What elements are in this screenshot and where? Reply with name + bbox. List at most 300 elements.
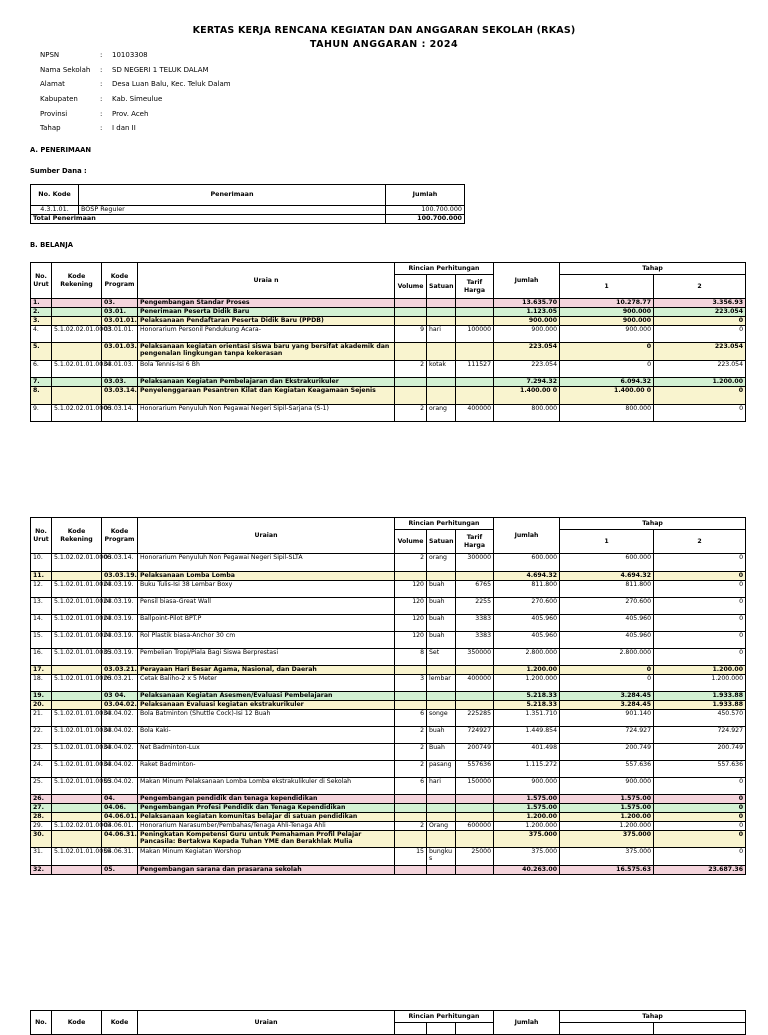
row-tahap-1: 6.094.32 [560, 378, 654, 387]
section-penerimaan: A. PENERIMAAN [30, 146, 92, 154]
row-volume [395, 378, 427, 387]
info-label: Alamat [40, 80, 65, 89]
row-satuan [427, 813, 456, 822]
table-row [31, 866, 746, 875]
row-uraian: Pensil biasa-Great Wall [138, 598, 395, 615]
row-jumlah: 2.800.000 [494, 649, 560, 666]
row-satuan: buah [427, 581, 456, 598]
row-no: 18. [31, 675, 52, 692]
sumber-dana-label: Sumber Dana : [30, 167, 87, 175]
row-tahap-1: 200.749 [560, 744, 654, 761]
row-satuan: songe [427, 710, 456, 727]
row-kode-program: 03.03. [102, 378, 138, 387]
row-satuan [427, 343, 456, 361]
row-jumlah: 405.960 [494, 615, 560, 632]
row-uraian: Pelaksanaan Pendaftaran Peserta Didik Baru (PPDB) [138, 317, 395, 326]
row-satuan: buah [427, 727, 456, 744]
header-tahap-2: 2 [654, 530, 746, 554]
row-no: 16. [31, 649, 52, 666]
header-tarif: Tarif Harga [456, 275, 494, 299]
info-row [40, 48, 231, 63]
row-uraian: Pengembangan Standar Proses [138, 299, 395, 308]
row-jumlah: 900.000 [494, 326, 560, 343]
header-tahap: Tahap [560, 518, 746, 530]
row-kode-program: 03.03.19. [102, 581, 138, 598]
row-tahap-2: 0 [654, 598, 746, 615]
row-satuan: orang [427, 554, 456, 572]
header-jumlah: Jumlah [494, 263, 560, 299]
row-satuan: buah [427, 632, 456, 649]
row-tahap-2: 0 [654, 632, 746, 649]
row-tahap-2: 0 [654, 405, 746, 422]
row-no: 5. [31, 343, 52, 361]
row-satuan: lembar [427, 675, 456, 692]
row-kode-rekening [52, 378, 102, 387]
row-tarif: 350000 [456, 649, 494, 666]
row-jumlah: 7.294.32 [494, 378, 560, 387]
header-kode-rekening: Kode Rekening [52, 263, 102, 299]
row-kode-rekening [52, 701, 102, 710]
row-tahap-1: 1.575.00 [560, 795, 654, 804]
row-tarif [456, 813, 494, 822]
row-volume: 120 [395, 581, 427, 598]
row-jumlah: 1.115.272 [494, 761, 560, 778]
row-kode-rekening: 5.1.02.01.01.0055 [52, 848, 102, 866]
row-kode-program: 03.03.21. [102, 666, 138, 675]
row-uraian: Honorarium Personil Pendukung Acara- [138, 326, 395, 343]
row-tarif: 400000 [456, 675, 494, 692]
row-volume: 2 [395, 554, 427, 572]
row-satuan [427, 831, 456, 848]
row-jumlah: 5.218.33 [494, 701, 560, 710]
row-no: 1. [31, 299, 52, 308]
row-volume: 8 [395, 649, 427, 666]
row-uraian: Honorarium Penyuluh Non Pegawai Negeri Sipil-SLTA [138, 554, 395, 572]
row-tarif [456, 572, 494, 581]
row-kode-rekening: 5.1.02.02.01.0003 [52, 326, 102, 343]
row-kode-program: 03.04.02. [102, 701, 138, 710]
row-volume: 2 [395, 822, 427, 831]
row-no: 10. [31, 554, 52, 572]
row-no: 29. [31, 822, 52, 831]
row-kode-rekening [52, 666, 102, 675]
row-tahap-2: 0 [654, 804, 746, 813]
table-row [31, 598, 746, 615]
row-tarif [456, 701, 494, 710]
row-no: 13. [31, 598, 52, 615]
row-kode-program: 05. [102, 866, 138, 875]
row-tahap-2: 0 [654, 615, 746, 632]
row-volume [395, 701, 427, 710]
row-satuan [427, 299, 456, 308]
row-no: 31. [31, 848, 52, 866]
row-no: 8. [31, 387, 52, 405]
row-tarif [456, 343, 494, 361]
header-no-urut: No. Urut [31, 263, 52, 299]
row-tarif [456, 387, 494, 405]
table-row [31, 299, 746, 308]
penerimaan-kode: 4.3.1.01. [31, 206, 79, 215]
row-uraian: Makan Minum Pelaksanaan Lomba Lomba ekstrakulikuler di Sekolah [138, 778, 395, 795]
row-tarif [456, 317, 494, 326]
row-tarif: 724927 [456, 727, 494, 744]
row-tahap-1: 1.400.00 0 [560, 387, 654, 405]
row-tahap-2: 557.636 [654, 761, 746, 778]
row-kode-program: 03.03.19. [102, 598, 138, 615]
row-tahap-2: 0 [654, 387, 746, 405]
row-satuan: bungku s [427, 848, 456, 866]
row-jumlah: 900.000 [494, 317, 560, 326]
row-kode-program: 03. [102, 299, 138, 308]
row-volume [395, 831, 427, 848]
table-row [31, 761, 746, 778]
row-tahap-2: 223.054 [654, 308, 746, 317]
row-uraian: Makan Minum Kegiatan Worshop [138, 848, 395, 866]
row-tarif: 225285 [456, 710, 494, 727]
row-kode-rekening [52, 831, 102, 848]
row-tahap-1: 2.800.000 [560, 649, 654, 666]
row-volume: 9 [395, 326, 427, 343]
row-satuan [427, 866, 456, 875]
row-jumlah: 600.000 [494, 554, 560, 572]
table-row [31, 343, 746, 361]
row-kode-rekening: 5.1.02.01.01.0034 [52, 727, 102, 744]
row-tahap-1: 405.960 [560, 615, 654, 632]
row-tahap-1: 0 [560, 666, 654, 675]
belanja-body-2 [31, 554, 746, 875]
row-volume [395, 692, 427, 701]
row-tahap-1: 270.600 [560, 598, 654, 615]
info-colon: : [100, 124, 103, 133]
row-no: 3. [31, 317, 52, 326]
row-kode-program: 04. [102, 795, 138, 804]
table-row [31, 701, 746, 710]
row-kode-rekening [52, 813, 102, 822]
row-satuan [427, 795, 456, 804]
row-volume: 3 [395, 675, 427, 692]
row-tahap-2: 0 [654, 326, 746, 343]
row-volume [395, 866, 427, 875]
row-satuan: pasang [427, 761, 456, 778]
table-row [31, 675, 746, 692]
row-kode-rekening: 5.1.02.01.01.0034 [52, 361, 102, 378]
header-tahap-1: 1 [560, 275, 654, 299]
header-kode-rekening: Kode [52, 1011, 102, 1035]
row-kode-rekening: 5.1.02.02.01.0006 [52, 405, 102, 422]
header-tahap: Tahap [560, 1011, 746, 1023]
row-jumlah: 1.200.00 [494, 666, 560, 675]
row-volume [395, 387, 427, 405]
row-uraian: Pengembangan sarana dan prasarana sekolah [138, 866, 395, 875]
header-no: No. [31, 1011, 52, 1035]
belanja-table-2 [30, 517, 746, 875]
row-volume [395, 804, 427, 813]
row-tahap-2: 1.933.88 [654, 692, 746, 701]
row-kode-rekening [52, 308, 102, 317]
row-no: 15. [31, 632, 52, 649]
row-satuan [427, 804, 456, 813]
row-tarif [456, 804, 494, 813]
row-no: 6. [31, 361, 52, 378]
row-kode-rekening: 5.1.02.01.01.0024 [52, 598, 102, 615]
row-volume [395, 795, 427, 804]
header-kode-program: Kode Program [102, 518, 138, 554]
table-row [31, 572, 746, 581]
table-row [31, 405, 746, 422]
table-row [31, 378, 746, 387]
row-jumlah: 1.449.854 [494, 727, 560, 744]
row-tahap-2: 0 [654, 581, 746, 598]
row-tahap-2: 0 [654, 572, 746, 581]
header-uraian: Uraia n [138, 263, 395, 299]
table-row [31, 615, 746, 632]
row-no: 17. [31, 666, 52, 675]
row-uraian: Peningkatan Kompetensi Guru untuk Pemahaman Profil Pelajar Pancasila: Bertakwa Kepada Tuhan YME dan Berakhlak Mulia [138, 831, 395, 848]
row-tahap-1: 900.000 [560, 308, 654, 317]
row-satuan: buah [427, 615, 456, 632]
row-tahap-2: 223.054 [654, 361, 746, 378]
table-row [31, 744, 746, 761]
info-label: Kabupaten [40, 95, 78, 104]
row-volume: 120 [395, 598, 427, 615]
penerimaan-table [30, 184, 465, 224]
row-kode-program: 04.06.01. [102, 822, 138, 831]
header-volume: Volume [395, 530, 427, 554]
row-tahap-1: 901.140 [560, 710, 654, 727]
document-title: KERTAS KERJA RENCANA KEGIATAN DAN ANGGARAN SEKOLAH (RKAS) [192, 25, 576, 36]
table-row [31, 554, 746, 572]
info-value: Prov. Aceh [112, 109, 149, 118]
row-satuan [427, 666, 456, 675]
header-tahap-1: 1 [560, 530, 654, 554]
belanja-table-3-header [30, 1010, 746, 1035]
row-tahap-1: 10.278.77 [560, 299, 654, 308]
row-kode-program: 03.03.14. [102, 387, 138, 405]
row-volume: 120 [395, 615, 427, 632]
row-jumlah: 5.218.33 [494, 692, 560, 701]
row-uraian: Pelaksanaan Kegiatan Pembelajaran dan Ekstrakurikuler [138, 378, 395, 387]
row-kode-program: 03.03.21. [102, 675, 138, 692]
table-row [31, 848, 746, 866]
table-row [31, 666, 746, 675]
header-uraian: Uraian [138, 518, 395, 554]
row-kode-program: 04.06.31. [102, 848, 138, 866]
row-kode-rekening: 5.1.02.02.01.0006 [52, 554, 102, 572]
row-no: 9. [31, 405, 52, 422]
row-tahap-1: 405.960 [560, 632, 654, 649]
row-kode-rekening: 5.1.02.01.01.0026 [52, 675, 102, 692]
header-jumlah: Jumlah [386, 185, 465, 206]
row-uraian: Honorarium Penyuluh Non Pegawai Negeri Sipil-Sarjana (S-1) [138, 405, 395, 422]
table-row [31, 326, 746, 343]
row-jumlah: 40.263.00 [494, 866, 560, 875]
row-uraian: Pengembangan pendidik dan tenaga kependidikan [138, 795, 395, 804]
row-tarif: 300000 [456, 554, 494, 572]
row-tahap-2: 3.356.93 [654, 299, 746, 308]
row-kode-program: 03.03.19. [102, 649, 138, 666]
row-no: 30. [31, 831, 52, 848]
row-volume [395, 343, 427, 361]
row-uraian: Raket Badminton- [138, 761, 395, 778]
row-tahap-1: 4.694.32 [560, 572, 654, 581]
row-satuan [427, 572, 456, 581]
row-jumlah: 401.498 [494, 744, 560, 761]
row-uraian: Penerimaan Peserta Didik Baru [138, 308, 395, 317]
header-tarif: Tarif Harga [456, 530, 494, 554]
row-tahap-1: 900.000 [560, 778, 654, 795]
info-colon: : [100, 65, 103, 74]
header-no-kode: No. Kode [31, 185, 79, 206]
row-kode-program: 03.04.02. [102, 778, 138, 795]
header-tahap-2: 2 [654, 275, 746, 299]
table-row [31, 308, 746, 317]
row-kode-rekening: 5.1.02.01.01.0034 [52, 710, 102, 727]
row-kode-program: 03.03.19. [102, 572, 138, 581]
row-kode-program: 03.04.02. [102, 727, 138, 744]
row-kode-program: 03.01.03. [102, 343, 138, 361]
row-uraian: Pelaksanaan kegiatan komunitas belajar di satuan pendidikan [138, 813, 395, 822]
row-satuan: Buah [427, 744, 456, 761]
row-satuan [427, 701, 456, 710]
row-kode-rekening [52, 866, 102, 875]
section-belanja: B. BELANJA [30, 241, 74, 249]
row-tarif: 200749 [456, 744, 494, 761]
row-volume [395, 572, 427, 581]
row-kode-program: 03.01.01. [102, 326, 138, 343]
row-tahap-1: 811.800 [560, 581, 654, 598]
row-tarif [456, 308, 494, 317]
header-penerimaan: Penerimaan [79, 185, 386, 206]
row-tarif: 111527 [456, 361, 494, 378]
row-tahap-2: 1.200.00 [654, 378, 746, 387]
row-kode-program: 03.01.01. [102, 317, 138, 326]
row-tarif [456, 831, 494, 848]
row-satuan [427, 317, 456, 326]
row-uraian: Cetak Baliho-2 x 5 Meter [138, 675, 395, 692]
row-no: 7. [31, 378, 52, 387]
row-kode-rekening [52, 692, 102, 701]
row-kode-rekening: 5.1.02.01.01.0024 [52, 615, 102, 632]
header-kode-program: Kode [102, 1011, 138, 1035]
row-volume [395, 317, 427, 326]
row-uraian: Pelaksanaan Lomba Lomba [138, 572, 395, 581]
document-subtitle: TAHUN ANGGARAN : 2024 [309, 39, 459, 50]
row-kode-program: 03.01.03. [102, 361, 138, 378]
row-satuan: Set [427, 649, 456, 666]
row-tahap-2: 0 [654, 813, 746, 822]
row-tahap-1: 375.000 [560, 831, 654, 848]
row-kode-program: 03 04. [102, 692, 138, 701]
row-tahap-2: 1.200.00 [654, 666, 746, 675]
row-no: 11. [31, 572, 52, 581]
header-satuan: Satuan [427, 275, 456, 299]
header-jumlah: Jumlah [494, 1011, 560, 1035]
row-tahap-2: 0 [654, 649, 746, 666]
row-no: 25. [31, 778, 52, 795]
row-tahap-2: 0 [654, 822, 746, 831]
row-jumlah: 1.200.000 [494, 675, 560, 692]
info-value: 10103308 [112, 51, 148, 60]
row-tahap-1: 0 [560, 675, 654, 692]
table-row [31, 813, 746, 822]
row-tarif [456, 795, 494, 804]
info-label: Provinsi [40, 109, 68, 118]
row-tahap-1: 1.575.00 [560, 804, 654, 813]
row-tahap-1: 16.575.63 [560, 866, 654, 875]
row-tahap-2: 0 [654, 554, 746, 572]
row-tahap-1: 724.927 [560, 727, 654, 744]
row-volume: 2 [395, 761, 427, 778]
row-kode-rekening: 5.1.02.01.01.0034 [52, 744, 102, 761]
row-tahap-1: 900.000 [560, 326, 654, 343]
info-value: I dan II [112, 124, 136, 133]
row-kode-program: 03.04.02. [102, 744, 138, 761]
header-kode-rekening: Kode Rekening [52, 518, 102, 554]
row-uraian: Rol Plastik biasa-Anchor 30 cm [138, 632, 395, 649]
row-kode-program: 04.06.31. [102, 831, 138, 848]
row-uraian: Net Badminton-Lux [138, 744, 395, 761]
row-satuan [427, 692, 456, 701]
row-uraian: Bola Tennis-Isi 6 Bh [138, 361, 395, 378]
row-tahap-1: 600.000 [560, 554, 654, 572]
row-tahap-2: 0 [654, 778, 746, 795]
row-jumlah: 1.200.00 [494, 813, 560, 822]
row-uraian: Pengembangan Profesi Pendidik dan Tenaga Kependidikan [138, 804, 395, 813]
row-uraian: Penyelenggaraan Pesantren Kilat dan Kegiatan Keagamaan Sejenis [138, 387, 395, 405]
row-tarif: 6765 [456, 581, 494, 598]
info-colon: : [100, 51, 103, 60]
row-tarif: 25000 [456, 848, 494, 866]
row-uraian: Bola Kaki- [138, 727, 395, 744]
table-row [31, 649, 746, 666]
row-tahap-1: 900.000 [560, 317, 654, 326]
row-volume [395, 813, 427, 822]
row-kode-program: 04.06. [102, 804, 138, 813]
row-jumlah: 800.000 [494, 405, 560, 422]
table-row [31, 795, 746, 804]
row-satuan: Orang [427, 822, 456, 831]
row-tahap-2: 0 [654, 848, 746, 866]
row-kode-program: 03.03.14. [102, 554, 138, 572]
row-kode-rekening: 5.1.02.01.01.0055 [52, 778, 102, 795]
row-kode-rekening: 5.1.02.01.01.0024 [52, 632, 102, 649]
row-uraian: Pembelian Tropi/Piala Bagi Siswa Berprestasi [138, 649, 395, 666]
penerimaan-jumlah: 100.700.000 [386, 206, 465, 215]
row-uraian: Bola Batminton (Shuttle Cock)-Isi 12 Buah [138, 710, 395, 727]
info-colon: : [100, 95, 103, 104]
row-jumlah: 1.400.00 0 [494, 387, 560, 405]
row-no: 14. [31, 615, 52, 632]
info-label: Nama Sekolah [40, 65, 91, 74]
row-satuan: hari [427, 778, 456, 795]
table-row [31, 692, 746, 701]
row-tarif [456, 299, 494, 308]
row-satuan [427, 378, 456, 387]
info-label: NPSN [40, 51, 60, 60]
table-row [31, 581, 746, 598]
row-kode-program: 03.01. [102, 308, 138, 317]
row-jumlah: 223.054 [494, 361, 560, 378]
header-rincian: Rincian Perhitungan [395, 1011, 494, 1023]
row-tarif: 400000 [456, 405, 494, 422]
row-jumlah: 1.351.710 [494, 710, 560, 727]
header-rincian: Rincian Perhitungan [395, 263, 494, 275]
info-row [40, 77, 231, 92]
row-volume: 6 [395, 778, 427, 795]
belanja-body-1 [31, 299, 746, 422]
row-jumlah: 13.635.70 [494, 299, 560, 308]
row-no: 21. [31, 710, 52, 727]
